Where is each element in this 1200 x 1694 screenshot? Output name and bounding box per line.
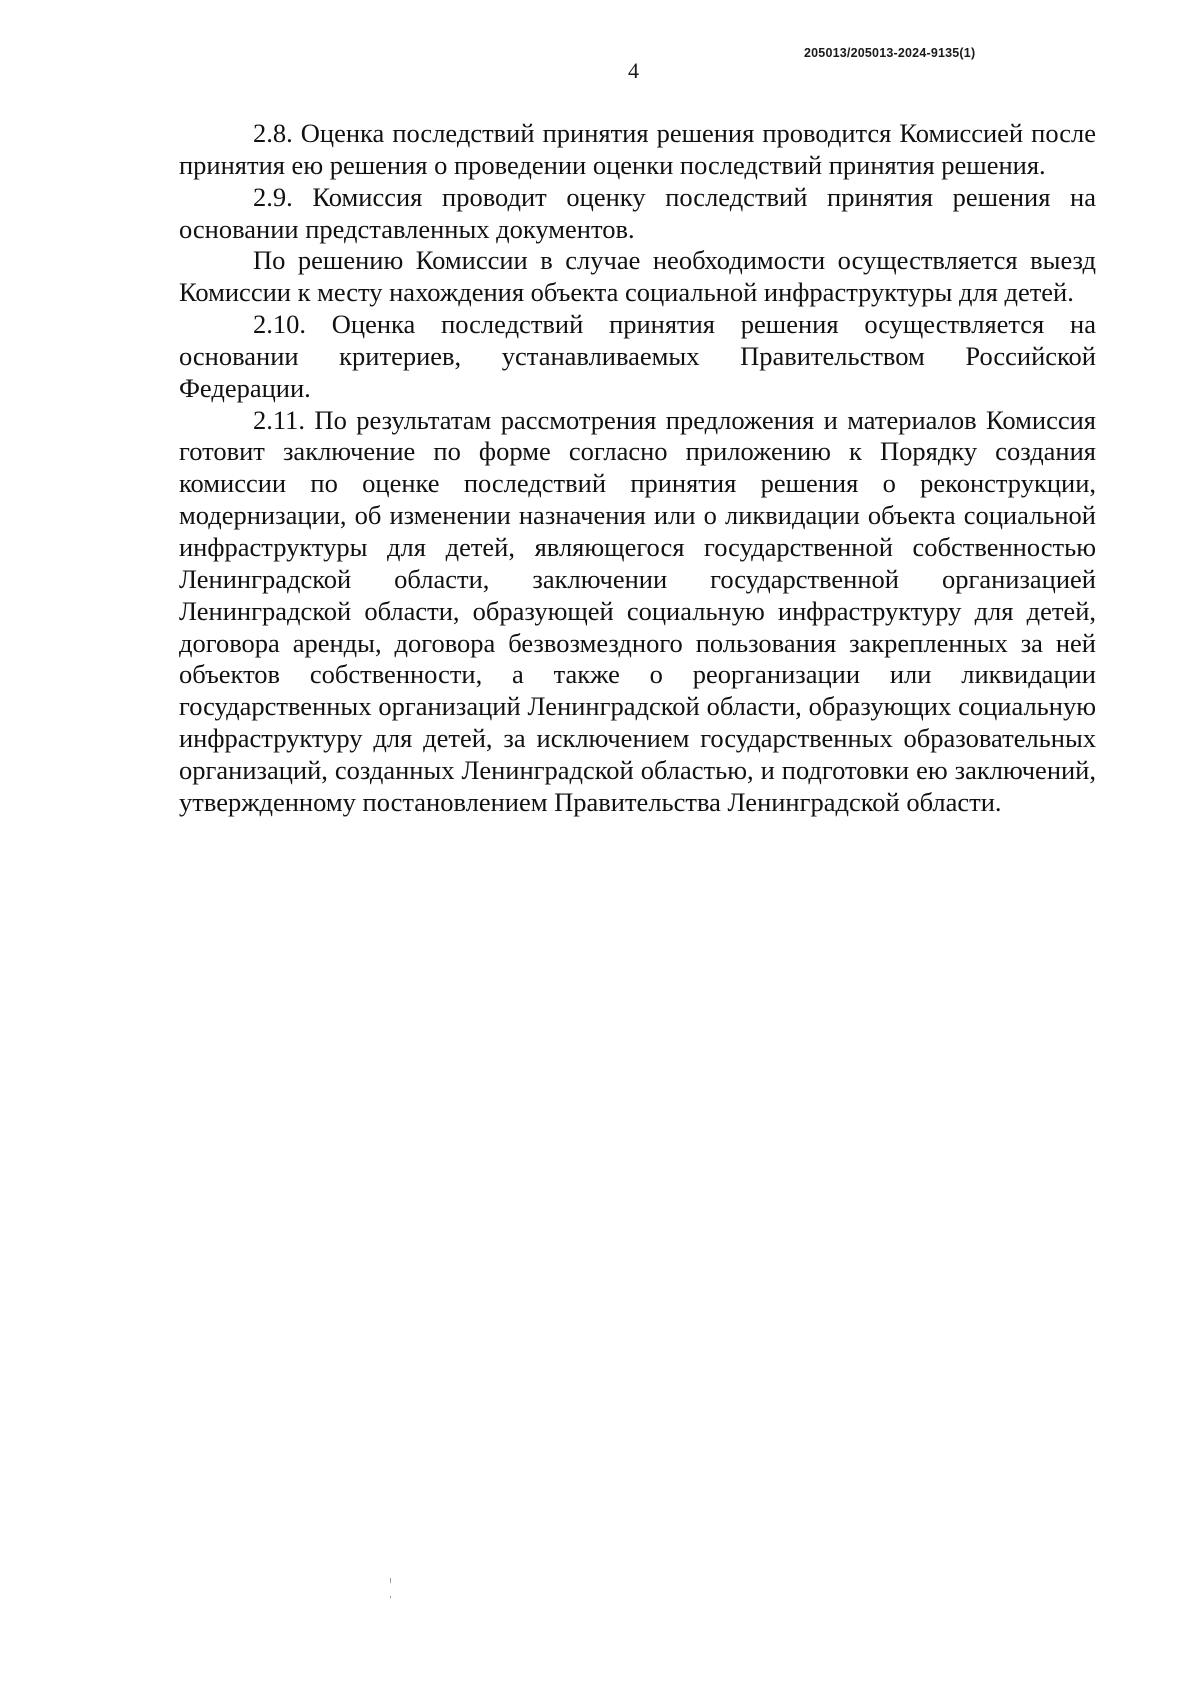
paragraph-2-9: 2.9. Комиссия проводит оценку последствий принятия решения на основании представленных документов. — [179, 181, 1096, 244]
document-registration-code: 205013/205013-2024-9135(1) — [804, 46, 976, 60]
document-body — [179, 118, 1096, 819]
scan-speck — [390, 1578, 391, 1583]
paragraph-2-11: 2.11. По результатам рассмотрения предложения и материалов Комиссия готовит заключение по форме согласно приложению к Порядку создания комиссии по оценке последствий принятия решения о реконструкции, модернизации, об изменении назначения или о ликвидации объекта социальной инфраструктуры для детей, являющегося государственной собственностью Ленинградской области, заключении государственной организацией Ленинградской области, образующей социальную инфраструктуру для детей, договора аренды, договора безвозмездного пользования закрепленных за ней объектов собственности, а также о реорганизации или ликвидации государственных организаций Ленинградской области, образующих социальную инфраструктуру для детей, за исключением государственных образовательных организаций, созданных Ленинградской областью, и подготовки ею заключений, утвержденному постановлением Правительства Ленинградской области. — [179, 404, 1096, 817]
scan-speck — [390, 1596, 391, 1598]
page-number: 4 — [628, 58, 639, 83]
paragraph-commission-visit: По решению Комиссии в случае необходимости осуществляется выезд Комиссии к месту нахождения объекта социальной инфраструктуры для детей. — [179, 245, 1096, 308]
paragraph-2-10: 2.10. Оценка последствий принятия решения осуществляется на основании критериев, устанавливаемых Правительством Российской Федерации. — [179, 309, 1096, 403]
paragraph-2-8: 2.8. Оценка последствий принятия решения проводится Комиссией после принятия ею решения о проведении оценки последствий принятия решения. — [179, 118, 1096, 180]
